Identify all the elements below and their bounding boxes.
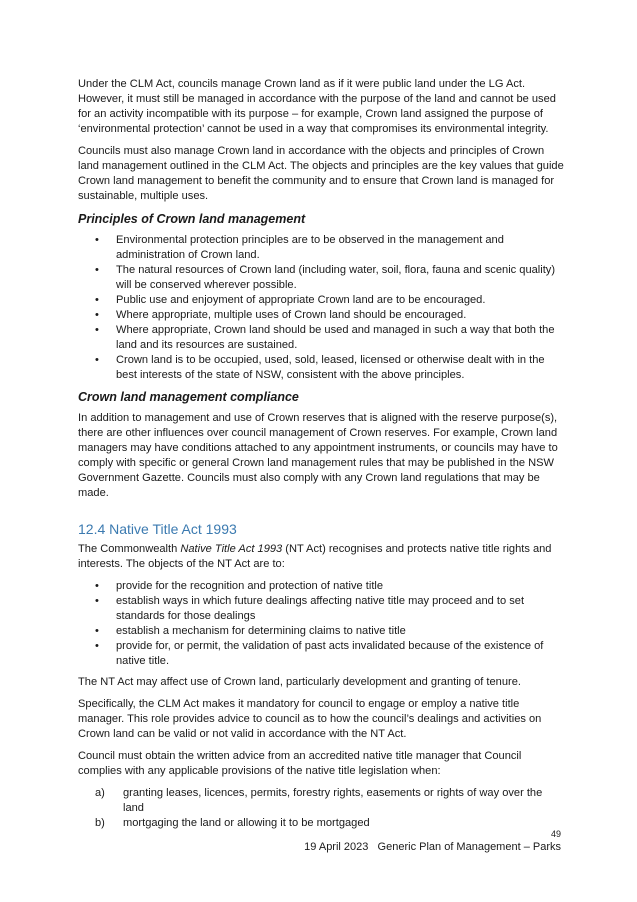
page-footer xyxy=(304,828,561,855)
list-text: granting leases, licences, permits, forestry rights, easements or rights of way over the land xyxy=(123,787,543,814)
compliance-paragraph: In addition to management and use of Crown reserves that is aligned with the reserve purpose(s), there are other influences over council management of Crown reserves. For example, Crown land managers may have conditions attached to any appointment instruments, or councils may have to comply with specific or general Crown land management rules that may be published in the NSW Government Gazette. Councils must also comply with any Crown land regulations that may be made. xyxy=(78,412,558,499)
list-item: • Where appropriate, Crown land should be used and managed in such a way that both the land and its resources are sustained. xyxy=(78,323,564,353)
page-content xyxy=(78,77,564,831)
list-item xyxy=(78,786,564,816)
list-item: • Public use and enjoyment of appropriate Crown land are to be encouraged. xyxy=(78,293,564,308)
act-title: Native Title Act 1993 xyxy=(180,543,283,555)
footer-line: 19 April 2023 Generic Plan of Management – Parks xyxy=(304,841,561,853)
nt-paragraph: Specifically, the CLM Act makes it mandatory for council to engage or employ a native title manager. This role provides advice to council as to how the council’s dealings and activities on Crown land can be valid or not valid in accordance with the NT Act. xyxy=(78,698,542,740)
intro-text: The Commonwealth xyxy=(78,543,181,555)
list-item: • Crown land is to be occupied, used, sold, leased, licensed or otherwise dealt with in the best interests of the state of NSW, consistent with the above principles. xyxy=(78,353,564,383)
compliance-heading: Crown land management compliance xyxy=(78,390,299,404)
nt-paragraph: Council must obtain the written advice from an accredited native title manager that Council complies with any applicable provisions of the native title legislation when: xyxy=(78,750,522,777)
intro-text: (NT Act) recognises and protects native title rights and interests. The objects of the NT Act are to: xyxy=(78,543,552,570)
list-marker: b) xyxy=(95,817,105,829)
list-item: • establish a mechanism for determining claims to native title xyxy=(78,624,564,639)
list-item: • Environmental protection principles are to be observed in the management and administration of Crown land. xyxy=(78,233,564,263)
list-item: • establish ways in which future dealings affecting native title may proceed and to set standards for those dealings xyxy=(78,594,564,624)
list-item: • Where appropriate, multiple uses of Crown land should be encouraged. xyxy=(78,308,564,323)
list-text: mortgaging the land or allowing it to be mortgaged xyxy=(123,817,370,829)
principles-list xyxy=(78,233,564,383)
page-number: 49 xyxy=(550,829,561,839)
intro-paragraph: Councils must also manage Crown land in accordance with the objects and principles of Crown land management outlined in the CLM Act. The objects and principles are the key values that guide Crown land management to benefit the community and to ensure that Crown land is managed for sustainable, multiple uses. xyxy=(78,145,564,202)
native-title-intro xyxy=(78,542,564,572)
nt-paragraph: The NT Act may affect use of Crown land, particularly development and granting of tenure. xyxy=(78,676,521,688)
intro-paragraph: Under the CLM Act, councils manage Crown land as if it were public land under the LG Act. However, it must still be managed in accordance with the purpose of the land and cannot be used for an activity incompatible with its purpose – for example, Crown land assigned the purpose of ‘environmental protection’ cannot be used in a way that compromises its environmental integrity. xyxy=(78,78,556,135)
list-item: • provide for, or permit, the validation of past acts invalidated because of the existence of native title. xyxy=(78,639,564,669)
conditions-list xyxy=(78,786,564,831)
principles-heading: Principles of Crown land management xyxy=(78,212,306,226)
list-item: • The natural resources of Crown land (including water, soil, flora, fauna and scenic quality) will be conserved wherever possible. xyxy=(78,263,564,293)
list-marker: a) xyxy=(95,787,105,799)
section-heading-native-title: 12.4 Native Title Act 1993 xyxy=(78,521,237,537)
objects-list xyxy=(78,579,564,669)
list-item: • provide for the recognition and protection of native title xyxy=(78,579,564,594)
